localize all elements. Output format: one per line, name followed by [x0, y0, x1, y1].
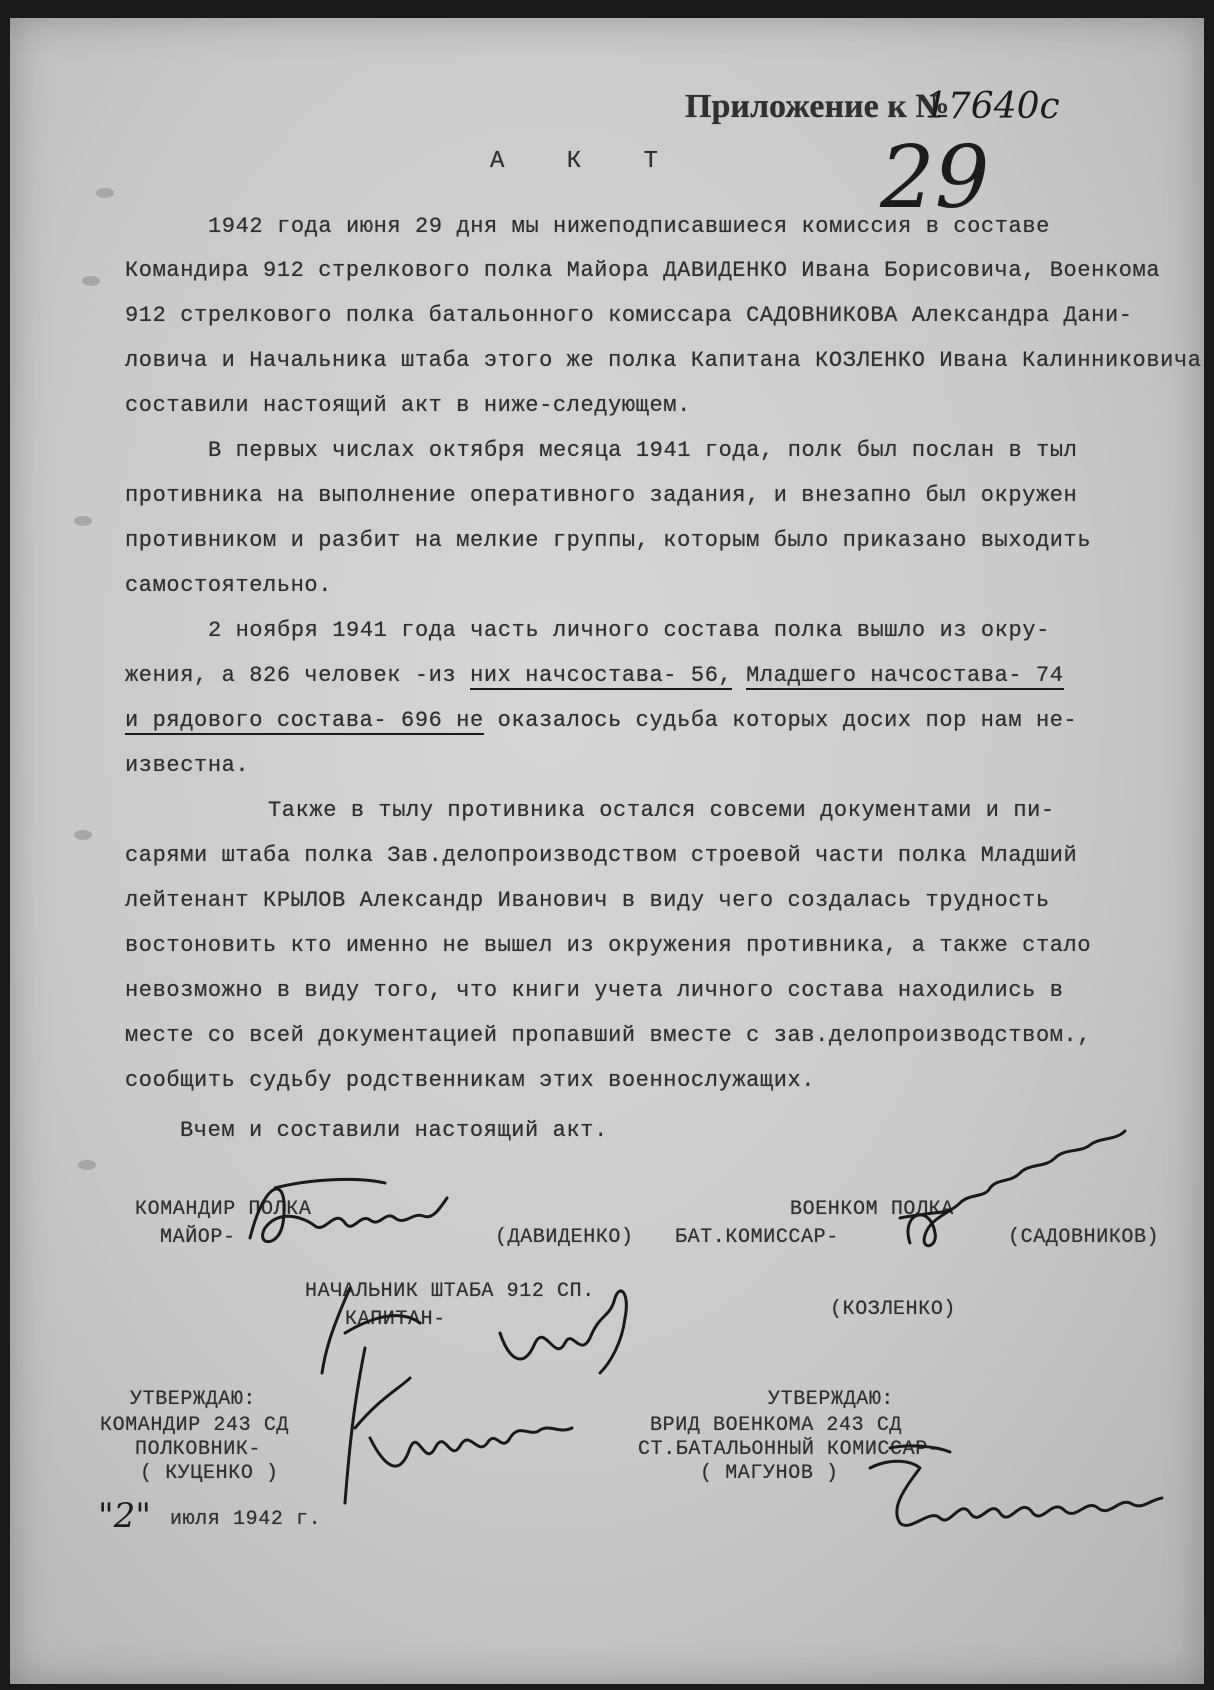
signer-name: (ДАВИДЕНКО): [495, 1226, 634, 1249]
date-day-handwritten: "2": [98, 1496, 151, 1536]
approver-title: ВРИД ВОЕНКОМА 243 СД: [650, 1414, 903, 1437]
approver-rank: ПОЛКОВНИК-: [135, 1438, 262, 1461]
page-number-handwritten: 29: [880, 128, 990, 228]
text-line: самостоятельно.: [125, 573, 333, 598]
underlined-figure: них начсостава- 56,: [470, 663, 733, 688]
signer-name: (САДОВНИКОВ): [1008, 1226, 1160, 1249]
text-fragment: оказалось судьба которых досих пор нам не-: [483, 708, 1078, 733]
punch-hole: [96, 188, 114, 198]
text-line: Также в тылу противника остался совсеми документами и пи-: [268, 798, 1055, 823]
text-line: составили настоящий акт в ниже-следующем.: [125, 393, 691, 418]
signer-rank: КАПИТАН-: [345, 1308, 446, 1331]
signature-commander: [235, 1168, 465, 1263]
punch-hole: [82, 276, 100, 286]
punch-hole: [74, 516, 92, 526]
text-line: месте со всей документацией пропавший вместе с зав.делопроизводством.,: [125, 1023, 1092, 1048]
text-line: ловича и Начальника штаба этого же полка Капитана КОЗЛЕНКО Ивана Калинниковича: [125, 348, 1202, 373]
text-line: невозможно в виду того, что книги учета личного состава находились в: [125, 978, 1064, 1003]
text-line: Вчем и составили настоящий акт.: [180, 1118, 608, 1143]
text-line: сообщить судьбу родственникам этих военнослужащих.: [125, 1068, 816, 1093]
text-line: противником и разбит на мелкие группы, которым было приказано выходить: [125, 528, 1092, 553]
text-line: [125, 708, 1077, 733]
text-line: востоновить кто именно не вышел из окружения противника, а также стало: [125, 933, 1092, 958]
text-fragment: [732, 663, 746, 688]
approver-title: КОМАНДИР 243 СД: [100, 1414, 290, 1437]
punch-hole: [74, 830, 92, 840]
signature-commissar-division: [850, 1438, 1190, 1548]
signer-title: ВОЕНКОМ ПОЛКА: [790, 1198, 954, 1221]
text-line: Командира 912 стрелкового полка Майора ДАВИДЕНКО Ивана Борисовича, Военкома: [125, 258, 1161, 283]
date-rest: июля 1942 г.: [170, 1508, 322, 1531]
approver-name: ( МАГУНОВ ): [700, 1462, 839, 1485]
annex-number-handwritten: 17640с: [925, 86, 1060, 127]
text-line: лейтенант КРЫЛОВ Александр Иванович в виду чего создалась трудность: [125, 888, 1050, 913]
text-line: [125, 663, 1064, 688]
signer-name: (КОЗЛЕНКО): [830, 1298, 957, 1321]
text-fragment: жения, а 826 человек -из: [125, 663, 471, 688]
document-title: А К Т: [490, 148, 683, 175]
text-line: В первых числах октября месяца 1941 года, полк был послан в тыл: [208, 438, 1078, 463]
punch-hole: [78, 1160, 96, 1170]
text-line: 912 стрелкового полка батальонного комиссара САДОВНИКОВА Александра Дани-: [125, 303, 1133, 328]
signer-rank: БАТ.КОМИССАР-: [675, 1226, 839, 1249]
underlined-figure: и рядового состава- 696 не: [125, 708, 484, 733]
text-line: известна.: [125, 753, 250, 778]
signature-commissar: [890, 1123, 1140, 1263]
approver-rank: СТ.БАТАЛЬОННЫЙ КОМИССАР-: [638, 1438, 941, 1461]
text-line: 1942 года июня 29 дня мы нижеподписавшиеся комиссия в составе: [208, 214, 1050, 239]
document-page: [10, 18, 1204, 1684]
approver-name: ( КУЦЕНКО ): [140, 1462, 279, 1485]
approval-label: УТВЕРЖДАЮ:: [130, 1388, 257, 1411]
underlined-figure: Младшего начсостава- 74: [746, 663, 1064, 688]
approval-label: УТВЕРЖДАЮ:: [768, 1388, 895, 1411]
signer-rank: МАЙОР-: [160, 1226, 236, 1249]
signature-division-commander: [310, 1338, 610, 1508]
annex-label: Приложение к №: [685, 88, 950, 125]
signer-title: НАЧАЛЬНИК ШТАБА 912 СП.: [305, 1280, 595, 1303]
text-line: сарями штаба полка Зав.делопроизводством строевой части полка Младший: [125, 843, 1078, 868]
text-line: противника на выполнение оперативного задания, и внезапно был окружен: [125, 483, 1078, 508]
text-line: 2 ноября 1941 года часть личного состава полка вышло из окру-: [208, 618, 1050, 643]
signer-title: КОМАНДИР ПОЛКА: [135, 1198, 312, 1221]
